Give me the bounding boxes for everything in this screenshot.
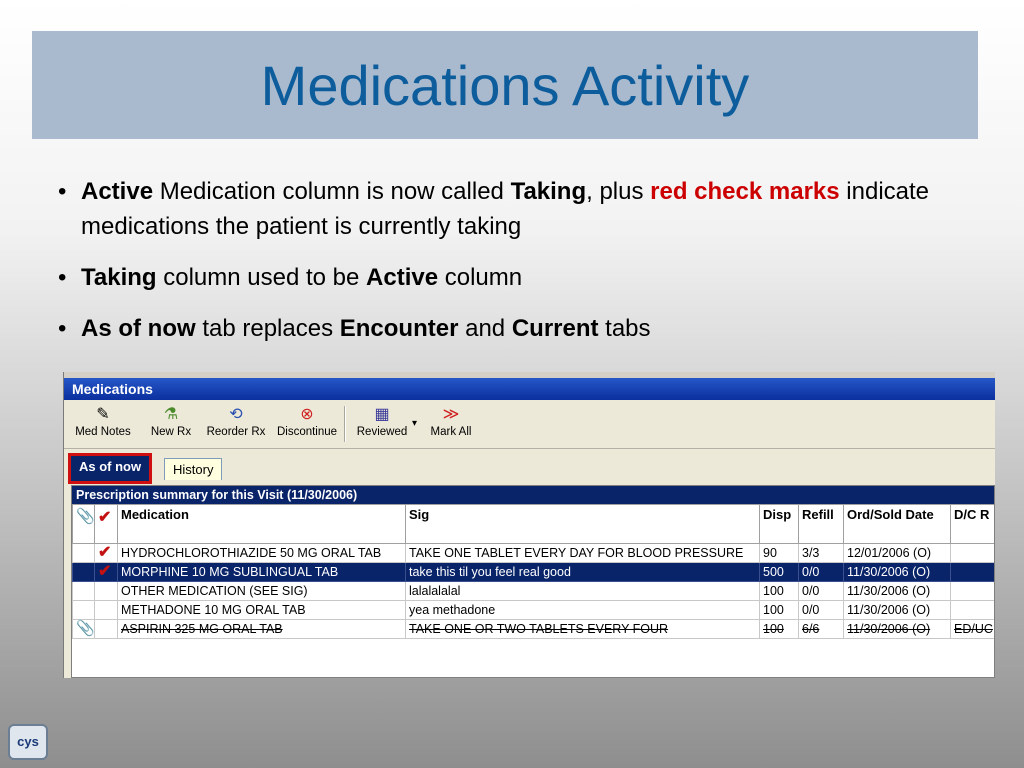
cell-sig: take this til you feel real good (406, 563, 760, 582)
grid-caption: Prescription summary for this Visit (11/30/2006) (72, 486, 994, 504)
column-header[interactable]: Ord/Sold Date (844, 505, 951, 544)
toolbar-button-reorder-rx[interactable] (204, 404, 268, 446)
taking-cell[interactable] (95, 620, 118, 639)
cell-refill: 0/0 (799, 601, 844, 620)
new-rx-icon: ⚗ (163, 406, 179, 423)
bullet-list (58, 174, 938, 362)
bullet-text-run: tabs (598, 315, 651, 342)
cell-dc (951, 563, 996, 582)
paperclip-icon: 📎 (76, 508, 95, 525)
toolbar-button-label: Discontinue (276, 426, 338, 438)
attachment-cell (73, 563, 95, 582)
bullet-text-run: column (438, 264, 523, 291)
cell-date: 12/01/2006 (O) (844, 544, 951, 563)
cell-medication: ASPIRIN 325 MG ORAL TAB (118, 620, 406, 639)
discontinue-icon: ⊗ (300, 406, 314, 423)
taking-cell[interactable] (95, 582, 118, 601)
bullet-text-run: Taking (510, 178, 587, 205)
toolbar-button-reviewed[interactable] (351, 404, 413, 446)
toolbar-button-label: New Rx (150, 426, 192, 438)
attachment-cell (73, 620, 95, 639)
bullet-text-run: Active (366, 264, 439, 291)
bullet-text-run: tab replaces (195, 315, 340, 342)
column-header[interactable]: Disp (760, 505, 799, 544)
tab-history[interactable]: History (164, 458, 222, 480)
bullet-text-run: indicate medications the patient is currently taking (81, 178, 930, 240)
toolbar-button-label: Med Notes (75, 426, 131, 438)
cell-medication: MORPHINE 10 MG SUBLINGUAL TAB (118, 563, 406, 582)
bullet-text-run: Active (81, 178, 154, 205)
red-check-icon: ✔ (98, 563, 112, 580)
attachment-cell (73, 601, 95, 620)
medications-window (63, 372, 995, 678)
toolbar-button-label: Mark All (430, 426, 472, 438)
table-row[interactable] (73, 563, 996, 582)
table-row[interactable] (73, 601, 996, 620)
bullet-dot: • (58, 315, 67, 342)
table-row[interactable] (73, 544, 996, 563)
cell-refill: 6/6 (799, 620, 844, 639)
column-header[interactable] (95, 505, 118, 544)
toolbar-button-discontinue[interactable] (274, 404, 340, 446)
toolbar-button-mark-all[interactable] (426, 404, 476, 446)
cell-medication: OTHER MEDICATION (SEE SIG) (118, 582, 406, 601)
bullet-text-run: red check marks (650, 178, 840, 205)
cell-refill: 0/0 (799, 582, 844, 601)
bullet-item (58, 311, 938, 346)
taking-cell[interactable] (95, 563, 118, 582)
window-titlebar: Medications (64, 378, 995, 400)
toolbar-button-new-rx[interactable] (146, 404, 196, 446)
cell-dc (951, 582, 996, 601)
slide-title: Medications Activity (260, 54, 750, 117)
tab-strip (64, 452, 995, 482)
cell-date: 11/30/2006 (O) (844, 563, 951, 582)
reorder-icon: ⟲ (229, 406, 243, 423)
toolbar (64, 400, 995, 449)
cell-sig: yea methadone (406, 601, 760, 620)
cell-disp: 100 (760, 601, 799, 620)
red-check-icon: ✔ (98, 509, 112, 526)
cell-dc (951, 601, 996, 620)
bullet-item (58, 174, 938, 244)
red-check-icon: ✔ (98, 544, 112, 561)
cell-refill: 3/3 (799, 544, 844, 563)
paperclip-icon: 📎 (76, 620, 95, 637)
cell-medication: HYDROCHLOROTHIAZIDE 50 MG ORAL TAB (118, 544, 406, 563)
cell-date: 11/30/2006 (O) (844, 620, 951, 639)
bullet-text-run: Current (511, 315, 599, 342)
dropdown-arrow-icon[interactable]: ▾ (412, 418, 418, 429)
bullet-dot: • (58, 264, 67, 291)
attachment-cell (73, 582, 95, 601)
bullet-text-run: Taking (81, 264, 157, 291)
mark-all-icon: ≫ (442, 406, 460, 423)
toolbar-button-med-notes[interactable] (72, 404, 134, 446)
cell-sig: TAKE ONE OR TWO TABLETS EVERY FOUR (406, 620, 760, 639)
cell-dc: ED/UC (951, 620, 996, 639)
cell-refill: 0/0 (799, 563, 844, 582)
calendar-icon: ▦ (374, 406, 390, 423)
title-band (32, 31, 978, 139)
column-header[interactable] (73, 505, 95, 544)
bullet-text-run: , plus (586, 178, 651, 205)
table-row[interactable] (73, 620, 996, 639)
prescription-grid (71, 485, 995, 678)
column-header[interactable]: Refill (799, 505, 844, 544)
bullet-text-run: and (458, 315, 512, 342)
cell-date: 11/30/2006 (O) (844, 582, 951, 601)
cell-sig: TAKE ONE TABLET EVERY DAY FOR BLOOD PRESSURE (406, 544, 760, 563)
attachment-cell (73, 544, 95, 563)
column-header[interactable]: Medication (118, 505, 406, 544)
taking-cell[interactable] (95, 601, 118, 620)
bullet-text-run: Medication column is now called (153, 178, 511, 205)
bullet-item (58, 260, 938, 295)
toolbar-separator (344, 406, 346, 442)
column-header[interactable]: Sig (406, 505, 760, 544)
logo: cys (8, 724, 48, 760)
notes-icon: ✎ (96, 406, 110, 423)
cell-disp: 100 (760, 582, 799, 601)
bullet-text-run: As of now (81, 315, 196, 342)
cell-dc (951, 544, 996, 563)
bullet-dot: • (58, 178, 67, 205)
toolbar-button-label: Reviewed (356, 426, 408, 438)
toolbar-button-label: Reorder Rx (206, 426, 266, 438)
bullet-text-run: column used to be (156, 264, 367, 291)
cell-medication: METHADONE 10 MG ORAL TAB (118, 601, 406, 620)
cell-date: 11/30/2006 (O) (844, 601, 951, 620)
cell-disp: 500 (760, 563, 799, 582)
cell-sig: lalalalalal (406, 582, 760, 601)
medication-table (72, 504, 995, 639)
cell-disp: 100 (760, 620, 799, 639)
tab-as-of-now[interactable]: As of now (70, 455, 150, 482)
cell-disp: 90 (760, 544, 799, 563)
bullet-text-run: Encounter (339, 315, 459, 342)
taking-cell[interactable] (95, 544, 118, 563)
column-header[interactable]: D/C R (951, 505, 996, 544)
table-row[interactable] (73, 582, 996, 601)
